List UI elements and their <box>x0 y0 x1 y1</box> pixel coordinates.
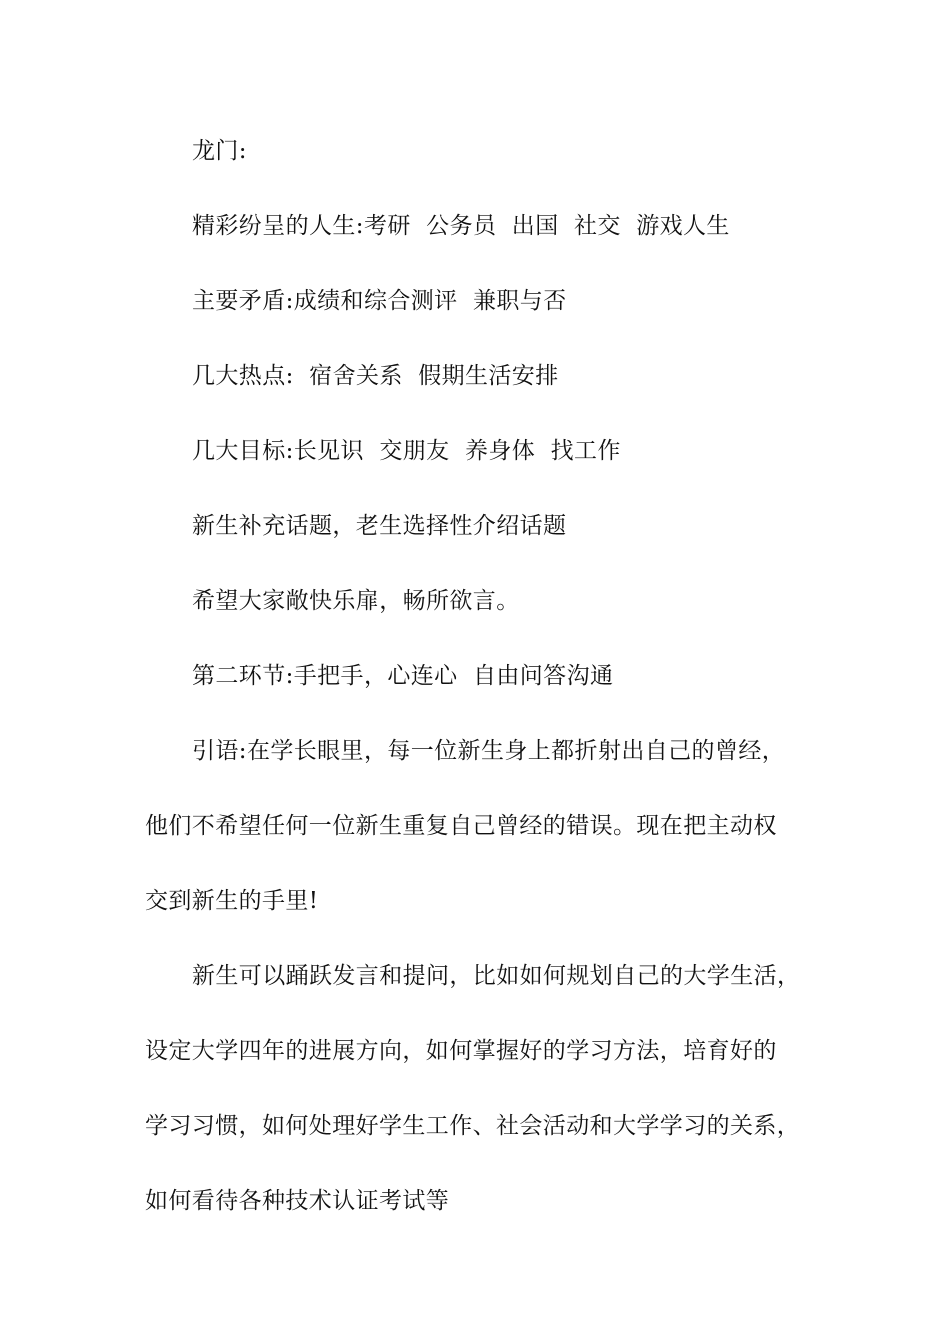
text-line-intro-1: 引语:在学长眼里，每一位新生身上都折射出自己的曾经， <box>192 738 786 764</box>
text-line-intro-2: 他们不希望任何一位新生重复自己曾经的错误。现在把主动权 <box>145 813 777 839</box>
text-line-hot-topics: 几大热点: 宿舍关系 假期生活安排 <box>192 363 559 389</box>
text-line-topic-supplement: 新生补充话题，老生选择性介绍话题 <box>192 513 567 539</box>
text-line-intro-3: 交到新生的手里! <box>145 888 319 914</box>
text-line-life-options: 精彩纷呈的人生:考研 公务员 出国 社交 游戏人生 <box>192 213 730 239</box>
text-line-questions-1: 新生可以踊跃发言和提问，比如如何规划自己的大学生活， <box>192 963 801 989</box>
text-line-questions-3: 学习习惯，如何处理好学生工作、社会活动和大学学习的关系， <box>145 1113 801 1139</box>
text-line-questions-4: 如何看待各种技术认证考试等 <box>145 1188 450 1214</box>
text-line-section-two: 第二环节:手把手，心连心 自由问答沟通 <box>192 663 614 689</box>
text-line-main-conflicts: 主要矛盾:成绩和综合测评 兼职与否 <box>192 288 567 314</box>
text-line-open-hearts: 希望大家敞快乐扉，畅所欲言。 <box>192 588 520 614</box>
text-line-questions-2: 设定大学四年的进展方向，如何掌握好的学习方法，培育好的 <box>145 1038 777 1064</box>
text-line-longmen: 龙门: <box>192 138 247 164</box>
text-line-goals: 几大目标:长见识 交朋友 养身体 找工作 <box>192 438 621 464</box>
